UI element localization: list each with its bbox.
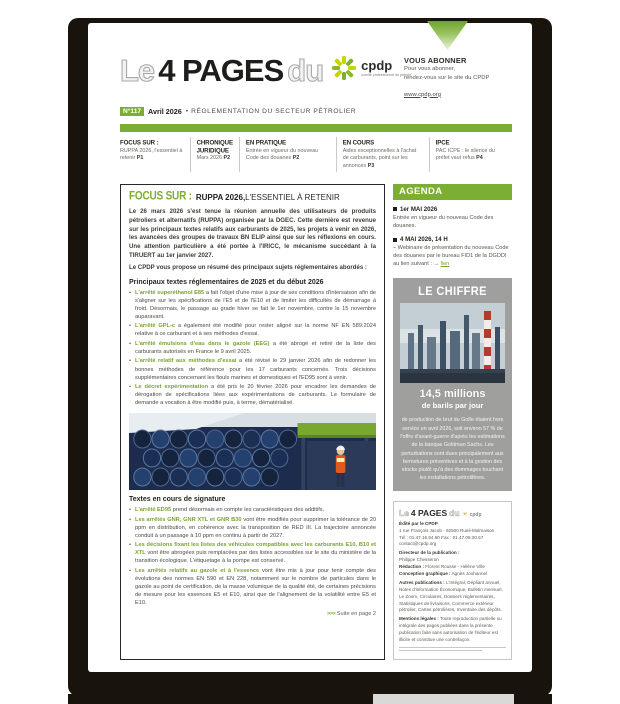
section1-title: Principaux textes réglementaires de 2025 et du début 2026 xyxy=(129,278,324,286)
imprint-design: Conception graphique : Agnès Jouhannel xyxy=(399,570,488,576)
toc-page-ref: P3 xyxy=(367,162,375,169)
imprint-box xyxy=(393,501,512,660)
toc-item-chronique-juridique[interactable]: CHRONIQUE JURIDIQUE Mars 2026 P2 xyxy=(190,137,239,172)
imprint-director: Directeur de la publication : Philippe Chesseron xyxy=(399,550,460,563)
chiffre-unit: de barils par jour xyxy=(421,401,484,411)
stacked-oil-barrels-with-worker-photo xyxy=(129,413,376,490)
square-bullet-icon xyxy=(393,238,397,242)
bullet-item: • Les arrêtés relatifs au gazole et à l'essence vont être mis à jour pour tenir compte des évolutions des normes EN 590 et EN 228, notamment sur le nombre de particules dans le gazole au point de certification, de la masse volumique de la qualité été, de certaines précisions de mesure pour les essences E5 et E10, ainsi que de l'alignement de la volatilité entre E5 et E10. xyxy=(129,567,376,607)
frame-foot-right xyxy=(514,694,552,704)
cpdp-starburst-icon xyxy=(331,55,357,81)
cpdp-logo xyxy=(331,55,412,81)
cpdp-logo-name: cpdp xyxy=(361,57,393,73)
toc-nav xyxy=(88,132,532,177)
webinar-link[interactable]: lien xyxy=(440,261,450,268)
masthead-word-le: Le xyxy=(120,53,155,88)
subscribe-block xyxy=(404,53,512,101)
chevrons-icon: >>> xyxy=(326,611,336,618)
green-divider-bar xyxy=(120,124,512,132)
bullet-item: • L'arrêté GPL-c a également été modifié pour rester aligné sur la norme NF EN 589:2024 relative à ce carburant et à ses méthodes d'essai. xyxy=(129,322,376,338)
continue-page-2-link[interactable]: >>> Suite en page 2 xyxy=(326,611,376,618)
issue-number-badge: N°117 xyxy=(120,107,144,116)
bullet-item: • L'arrêté superéthanol E85 a fait l'objet d'une mise à jour de ses conditions d'intersaison afin de s'aligner sur les spécifications de l'E5 et de l'E10 et de limiter les difficultés de démarrage à froid. Désormais, le passage au grade hiver se fait le 1er novembre, contre le 15 novembre auparavant. xyxy=(129,289,376,321)
imprint-publisher: Édité par le CPDP xyxy=(399,520,438,526)
imprint-publications: Autres publications : L'Intégral, Dépliant annuel, Notes d'information Économique, Bulletin mensuel, Le Zoom, Circulaires, Dossiers réglementaires, Statistiques de livraisons, Commerce extérieur pétrolier, Cartes pétrolières, Inventaire des dépôts. xyxy=(399,579,503,613)
issue-month: Avril 2026 xyxy=(148,106,182,116)
le-chiffre-box xyxy=(393,278,512,490)
cpdp-logo-tagline: comité professionnel du pétrole xyxy=(361,72,412,77)
imprint-email-link[interactable]: contact@cpdp.org xyxy=(399,541,437,547)
agenda-item-1: 1er MAI 2026 Entrée en vigueur du nouveau Code des douanes. xyxy=(393,205,494,230)
imprint-fine-print xyxy=(399,647,506,652)
bullet-item: • L'arrêté émulsions d'eau dans le gazole (EEG) a été abrogé et retiré de la liste des carburants autorisés en France le 9 avril 2025. xyxy=(129,340,376,356)
bullet-item: • Les décisions fixant les listes des véhicules compatibles avec les carburants E10, B10 et XTL vont être abrogées puis remplacées par des listes accessibles sur le site du ministère de la transition écologique. L'étiquetage à la pompe est conservé. xyxy=(129,541,376,565)
toc-item-focus-sur[interactable]: FOCUS SUR : RUPPA 2026, l'essentiel à retenir P1 xyxy=(120,138,183,162)
toc-page-ref: P4 xyxy=(476,155,483,162)
cpdp-website-link[interactable]: www.cpdp.org xyxy=(404,91,441,98)
article-title-bold: RUPPA 2026, xyxy=(195,192,246,202)
square-bullet-icon xyxy=(393,207,397,211)
toc-page-ref: P2 xyxy=(223,155,231,162)
oil-refinery-towers-photo xyxy=(400,303,505,383)
imprint-address: 1 rue François Jacob - 92500 Rueil-Malmaison xyxy=(399,527,495,533)
page-header xyxy=(88,23,532,132)
le-chiffre-title: LE CHIFFRE xyxy=(418,285,487,299)
agenda-item-2: 4 MAI 2026, 14 H – Webinaire de présentation du nouveau Code des douanes par le bureau FID1 de la DGDDI au lien suivant : → lien xyxy=(393,236,509,268)
cpdp-starburst-icon: ✳ xyxy=(462,511,468,518)
section2-title: Textes en cours de signature xyxy=(129,496,226,504)
sidebar xyxy=(393,184,512,660)
imprint-redaction: Rédaction : Florent Rousse - Hélène Ville xyxy=(399,564,485,570)
newsletter-page xyxy=(88,23,532,672)
bullet-item: • Les arrêtés GNR, GNR XTL et GNR B30 vont être modifiés pour supprimer la tolérance de 20 ppm en distribution, en cohérence avec la transposition de RED III. La trajectoire annoncée conduit à un passage à 10 ppm en continu à partir de 2027. xyxy=(129,516,376,540)
toc-item-en-pratique[interactable]: EN PRATIQUE Entrée en vigueur du nouveau Code des douanes P2 xyxy=(239,137,336,172)
focus-article xyxy=(120,184,385,660)
issue-topic: • RÉGLEMENTATION DU SECTEUR PÉTROLIER xyxy=(185,107,357,115)
bullet-item: • L'arrêté ED95 prend désormais en compte les caractéristiques des additifs. xyxy=(129,506,376,514)
masthead-word-du: du xyxy=(287,53,324,88)
toc-page-ref: P1 xyxy=(136,155,144,162)
imprint-masthead: Le 4 PAGES du ✳ cpdp xyxy=(399,507,482,518)
chiffre-number: 14,5 millions xyxy=(419,388,486,401)
bullet-item: • L'arrêté relatif aux méthodes d'essai a été révisé le 29 janvier 2026 afin de redonner les bonnes méthodes de référence pour les 17 carburants concernés. Trois décisions supplémentaires concernant les fiouls marines et domestiques et l'ED95 sont à venir. xyxy=(129,357,376,381)
toc-item-ipce[interactable]: IPCE PAC ICPE : le silence du préfet vaut refus P4 xyxy=(429,137,512,172)
imprint-legal: Mentions légales : Toute reproduction partielle ou intégrale des pages publiées dans la présente publication faite sans autorisation de l'éditeur est illicite et constitue une contrefaçon. xyxy=(399,616,502,642)
frame-foot-left xyxy=(68,694,373,704)
subscribe-title: VOUS ABONNER xyxy=(404,56,467,65)
chiffre-body: de production de brut du Golfe étaient hors service en avril 2026, soit environ 57 % de l'offre d'avant-guerre d'après les estimations de la banque Goldman Sachs. Les perturbations sont dues principalement aux fermetures préventives et à la gestion des stocks plutôt qu'à des dommages touchant les installations pétrolifères. xyxy=(400,417,505,482)
agenda-header: AGENDA xyxy=(393,184,512,200)
subscribe-line2: rendez-vous sur le site du CPDP xyxy=(404,74,490,81)
striped-chimney xyxy=(484,311,491,373)
imprint-phone: Tél : 01.47.16.94.60 Fax : 01.47.08.30.57 xyxy=(399,534,484,540)
display-frame xyxy=(68,18,552,696)
section1-bullet-list xyxy=(129,289,376,407)
toc-item-en-cours[interactable]: EN COURS Aides exceptionnelles à l'achat de carburants, point sur les annonces P3 xyxy=(336,137,429,172)
section2-bullet-list xyxy=(129,506,376,607)
article-intro2: Le CPDP vous propose un résumé des principaux sujets réglementaires abordés : xyxy=(129,263,367,271)
masthead-title xyxy=(120,53,412,89)
subscribe-line1: Pour vous abonner, xyxy=(404,66,456,72)
masthead-word-4pages: 4 PAGES xyxy=(158,53,284,88)
article-intro: Le 26 mars 2026 s'est tenue la réunion annuelle des utilisateurs de produits pétroliers et alternatifs (RUPPA) organisée par la DGEC. Cette dernière est revenue sur les principaux textes relatifs aux carburants de 2025, les projets à venir en 2026, les avancées des groupes de travaux BN ELIP ainsi que sur les réflexions en cours. Une attention particulière a été portée à l'IRICC, le mécanisme succédant à la TIRUERT au 1er janvier 2027. xyxy=(129,207,376,260)
bullet-item: • Le décret expérimentation a été pris le 20 février 2026 pour encadrer les demandes de dérogation de spécifications liées aux expérimentations de carburants. Le formulaire de demande a vocation à être modifié puis, à terme, dématérialisé. xyxy=(129,383,376,407)
article-title-rest: L'ESSENTIEL À RETENIR xyxy=(245,192,340,202)
issue-info-row xyxy=(120,107,512,116)
toc-page-ref: P2 xyxy=(292,155,300,162)
frame-foot-gap xyxy=(373,694,514,704)
article-kicker: FOCUS SUR : xyxy=(129,190,192,203)
